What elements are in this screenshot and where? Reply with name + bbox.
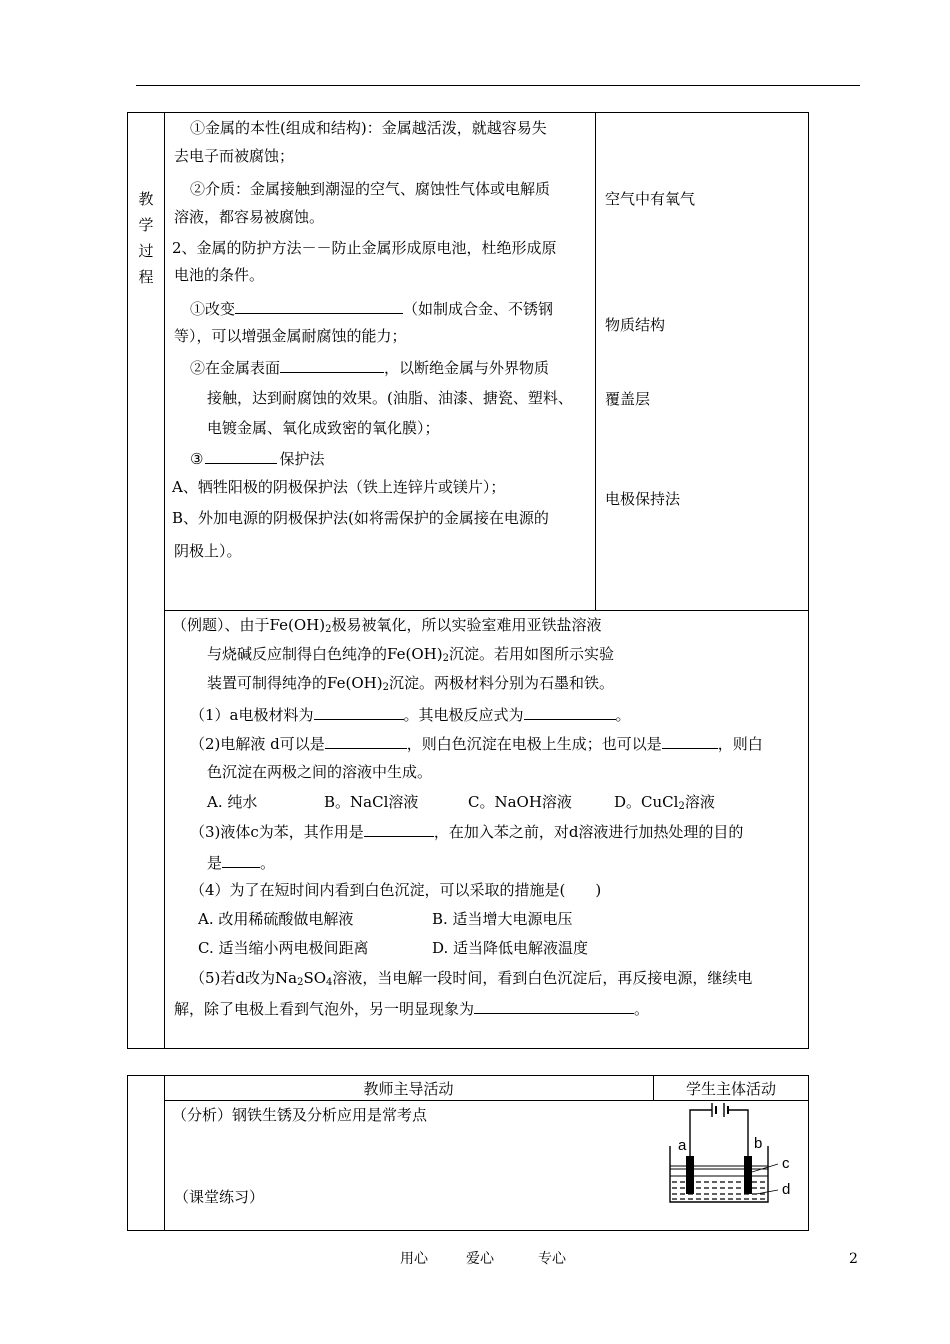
- blank-q5-phenomenon[interactable]: [474, 998, 634, 1014]
- label-d: d: [782, 1181, 791, 1198]
- table2-top-border: [127, 1075, 809, 1076]
- answer-electrode: 电极保持法: [605, 490, 681, 508]
- table1-top-border: [127, 112, 809, 113]
- question-2-line-2: 色沉淀在两极之间的溶液中生成。: [207, 763, 433, 781]
- example-line-2-b: 沉淀。若用如图所示实验: [448, 645, 614, 663]
- subscript: 2: [325, 624, 332, 635]
- q1-text-c: 。: [615, 706, 631, 724]
- example-line-2: [207, 644, 614, 664]
- q5-text-d: 解，除了电极上看到气泡外，另一明显现象为: [174, 1000, 475, 1018]
- blank-q1-material[interactable]: [314, 704, 404, 720]
- subscript: 2: [678, 801, 685, 812]
- option-d-text-a: D。CuCl: [614, 793, 679, 811]
- pointer-c: [752, 1164, 778, 1172]
- q5-text-a: （5)若d改为Na: [190, 969, 298, 987]
- q4-option-d: D. 适当降低电解液温度: [432, 939, 589, 957]
- question-5: [190, 968, 752, 988]
- table2-left-border: [127, 1075, 128, 1231]
- q5-text-e: 。: [634, 1000, 650, 1018]
- question-5-line-2: [174, 998, 649, 1019]
- electrode-prefix: ③: [190, 450, 204, 468]
- subscript: 2: [382, 682, 389, 693]
- change-prefix: ①改变: [190, 300, 236, 318]
- metal-nature-line-1: ①金属的本性(组成和结构)：金属越活泼，就越容易失: [190, 119, 547, 137]
- label-b: b: [754, 1135, 763, 1152]
- example-line-2-a: 与烧碱反应制得白色纯净的Fe(OH): [207, 645, 443, 663]
- electrode-a: [686, 1156, 694, 1194]
- q1-text-b: 。其电极反应式为: [403, 706, 524, 724]
- side-label-char-3: 过: [138, 242, 154, 260]
- wire-left: [690, 1110, 712, 1158]
- example-line-3-a: 装置可制得纯净的Fe(OH): [207, 674, 383, 692]
- footer-motto-1: 用心: [400, 1251, 428, 1267]
- medium-line-1: ②介质：金属接触到潮湿的空气、腐蚀性气体或电解质: [190, 180, 551, 198]
- q3-text-a: （3)液体c为苯，其作用是: [190, 823, 364, 841]
- option-a-water: A. 纯水: [207, 793, 258, 811]
- protection-methods-line-1: 2、金属的防护方法－－防止金属形成原电池，杜绝形成原: [172, 239, 557, 257]
- example-line-1-b: 极易被氧化，所以实验室难用亚铁盐溶液: [331, 616, 602, 634]
- subscript: 2: [297, 977, 304, 988]
- change-structure-line-1: [190, 298, 553, 319]
- label-a: a: [678, 1137, 687, 1154]
- answer-oxygen: 空气中有氧气: [605, 190, 696, 208]
- q5-text-c: 溶液，当电解一段时间，看到白色沉淀后，再反接电源，继续电: [332, 969, 753, 987]
- q1-text-a: （1）a电极材料为: [190, 706, 314, 724]
- option-b-nacl: B。NaCl溶液: [324, 793, 419, 811]
- side-label-char-2: 学: [138, 216, 154, 234]
- electrolysis-apparatus-diagram: [660, 1102, 805, 1212]
- blank-q3-purpose[interactable]: [222, 852, 260, 868]
- label-c: c: [782, 1155, 790, 1172]
- subscript: 4: [326, 977, 333, 988]
- option-d-text-b: 溶液: [684, 793, 715, 811]
- teacher-activity-header: 教师主导活动: [363, 1080, 454, 1098]
- blank-electrode[interactable]: [205, 448, 277, 464]
- option-d-cucl2: [614, 792, 715, 812]
- table1-row-divider: [164, 610, 809, 611]
- question-1: [190, 704, 631, 725]
- side-label-char-4: 程: [138, 268, 154, 286]
- table1-column-divider: [595, 112, 596, 610]
- question-3: [190, 821, 743, 842]
- blank-structure[interactable]: [235, 298, 403, 314]
- q2-text-c: ，则白: [717, 735, 763, 753]
- example-line-1-a: （例题）、由于Fe(OH): [172, 616, 326, 634]
- example-line-1: [172, 615, 601, 635]
- practice-text: （课堂练习）: [174, 1188, 265, 1206]
- q3-text-c: 是: [207, 854, 223, 872]
- answer-structure: 物质结构: [605, 316, 666, 334]
- wire-right: [728, 1110, 748, 1158]
- table1-bottom-border: [127, 1048, 809, 1049]
- battery-icon: [712, 1103, 728, 1117]
- impressed-current-line-1: B、外加电源的阴极保护法(如将需保护的金属接在电源的: [172, 509, 549, 527]
- metal-nature-line-2: 去电子而被腐蚀；: [174, 147, 295, 165]
- pointer-d: [756, 1190, 778, 1194]
- page-number: 2: [849, 1251, 858, 1267]
- surface-prefix: ②在金属表面: [190, 359, 281, 377]
- example-line-3: [207, 673, 614, 693]
- electrode-protection-line: [190, 448, 324, 469]
- q4-option-a: A. 改用稀硫酸做电解液: [198, 910, 354, 928]
- table1-right-border: [808, 112, 809, 1049]
- question-2: [190, 733, 763, 754]
- footer-motto-3: 专心: [538, 1251, 566, 1267]
- change-suffix: （如制成合金、不锈钢: [403, 300, 554, 318]
- impressed-current-line-2: 阴极上）。: [174, 542, 242, 560]
- q5-text-b: SO: [303, 969, 327, 987]
- header-rule: [136, 85, 860, 86]
- sacrificial-anode-line: A、牺牲阳极的阴极保护法（铁上连锌片或镁片）；: [172, 478, 506, 496]
- blank-q2-electrode[interactable]: [325, 733, 407, 749]
- footer-motto-2: 爱心: [466, 1251, 494, 1267]
- student-activity-header: 学生主体活动: [685, 1080, 776, 1098]
- surface-line-2: 接触，达到耐腐蚀的效果。(油脂、油漆、搪瓷、塑料、: [207, 389, 573, 407]
- blank-q1-reaction[interactable]: [524, 704, 616, 720]
- q2-text-b: ，则白色沉淀在电极上生成；也可以是: [406, 735, 662, 753]
- table1-label-divider: [164, 112, 165, 1049]
- subscript: 2: [442, 653, 449, 664]
- q3-text-b: ，在加入苯之前，对d溶液进行加热处理的目的: [433, 823, 744, 841]
- option-c-naoh: C。NaOH溶液: [468, 793, 572, 811]
- q4-option-b: B. 适当增大电源电压: [432, 910, 573, 928]
- question-4: （4）为了在短时间内看到白色沉淀，可以采取的措施是( ): [190, 881, 602, 899]
- electrode-suffix: 保护法: [279, 450, 325, 468]
- protection-methods-line-2: 电池的条件。: [174, 266, 265, 284]
- change-structure-line-2: 等），可以增强金属耐腐蚀的能力；: [174, 327, 407, 345]
- surface-line-3: 电镀金属、氧化成致密的氧化膜）；: [207, 419, 440, 437]
- blank-q3-benzene[interactable]: [364, 821, 434, 837]
- side-label-char-1: 教: [138, 190, 154, 208]
- table1-left-border: [127, 112, 128, 1049]
- electrode-b: [744, 1156, 752, 1194]
- q3-text-d: 。: [260, 854, 276, 872]
- question-3-line-2: [207, 852, 275, 873]
- table2-header-divider: [164, 1100, 809, 1101]
- surface-suffix: ，以断绝金属与外界物质: [384, 359, 550, 377]
- answer-covering: 覆盖层: [605, 390, 651, 408]
- surface-line-1: [190, 357, 549, 378]
- blank-q2-solution[interactable]: [662, 733, 718, 749]
- example-line-3-b: 沉淀。两极材料分别为石墨和铁。: [388, 674, 614, 692]
- medium-line-2: 溶液，都容易被腐蚀。: [174, 208, 325, 226]
- q2-text-a: （2)电解液 d可以是: [190, 735, 325, 753]
- table2-bottom-border: [127, 1230, 809, 1231]
- benzene-layer-c: [670, 1166, 768, 1176]
- blank-covering[interactable]: [280, 357, 384, 373]
- analysis-text: （分析）钢铁生锈及分析应用是常考点: [172, 1106, 428, 1124]
- q4-option-c: C. 适当缩小两电极间距离: [198, 939, 369, 957]
